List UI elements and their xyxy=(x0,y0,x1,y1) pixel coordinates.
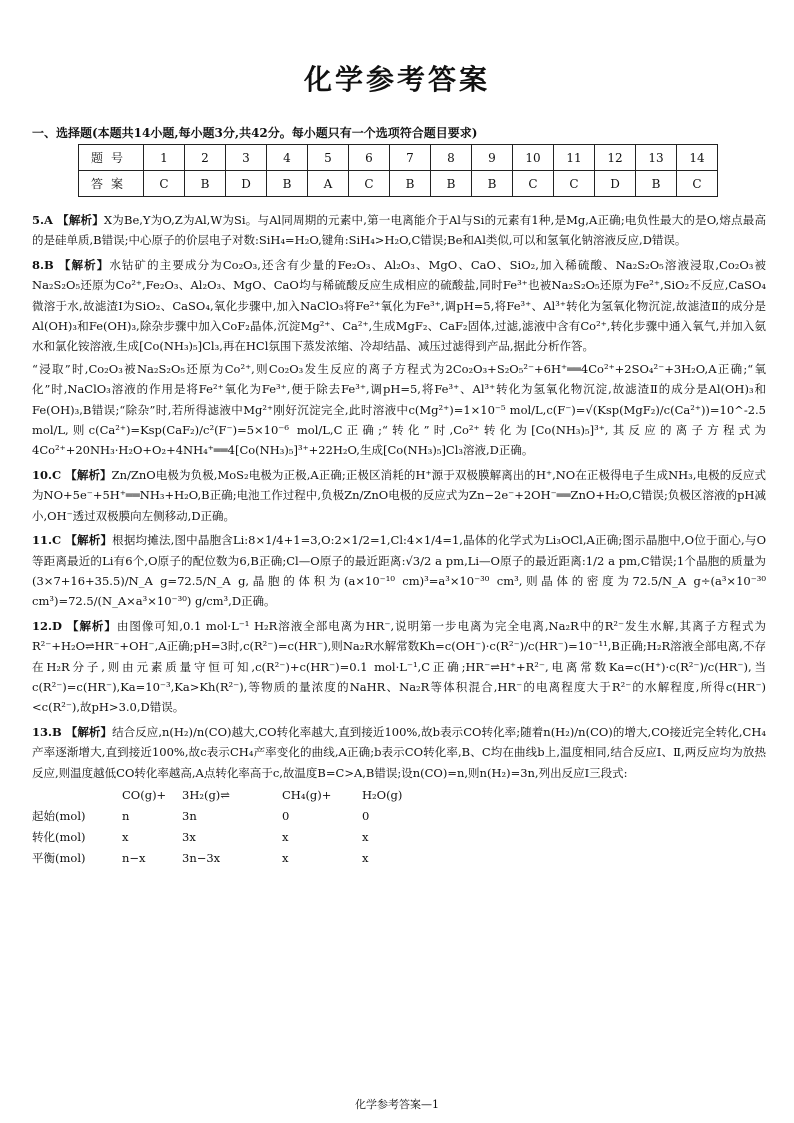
answer-cell: B xyxy=(472,171,513,197)
answer-cell: B xyxy=(390,171,431,197)
question-number-cell: 4 xyxy=(267,145,308,171)
three-stage-cell: 0 xyxy=(282,808,290,823)
solution-tag: 12.D 【解析】 xyxy=(32,618,117,633)
question-number-cell: 2 xyxy=(185,145,226,171)
answer-cell: C xyxy=(349,171,390,197)
solution-text: 由图像可知,0.1 mol·L⁻¹ H₂R溶液全部电离为HR⁻,说明第一步电离为完全电离,Na₂R中的R²⁻发生水解,其离子方程式为R²⁻+H₂O⇌HR⁻+OH⁻,A正确;pH=3时,c(R²⁻)=c(HR⁻),则Na₂R水解常数Kh=c(OH⁻)·c(R²⁻)/c(HR⁻)=10⁻¹¹,B正确;H₂R溶液全部电离,不存在H₂R分子,则由元素质量守恒可知,c(R²⁻)+c(HR⁻)=0.1 mol·L⁻¹,C正确;HR⁻⇌H⁺+R²⁻,电离常数Ka=c(H⁺)·c(R²⁻)/c(HR⁻),当c(R²⁻)=c(HR⁻),Ka=10⁻³,Ka>Kh(R²⁻),等物质的量浓度的NaHR、Na₂R等体积混合,HR⁻的电离程度大于R²⁻的水解程度,所得c(HR⁻)<c(R²⁻),故pH>3.0,D错误。 xyxy=(32,618,766,715)
solution-item xyxy=(32,530,766,612)
question-number-cell: 5 xyxy=(308,145,349,171)
three-stage-cell: n−x xyxy=(122,850,146,865)
three-stage-header-cell: 3H₂(g)⇌ xyxy=(182,787,230,802)
row-label-number: 题号 xyxy=(79,145,144,171)
question-number-cell: 13 xyxy=(636,145,677,171)
question-number-cell: 3 xyxy=(226,145,267,171)
answer-cell: B xyxy=(185,171,226,197)
three-stage-cell: x xyxy=(282,850,289,865)
three-stage-cell: 3n xyxy=(182,808,197,823)
three-stage-header-cell: H₂O(g) xyxy=(362,787,403,802)
answer-table-number-row xyxy=(79,145,718,171)
question-number-cell: 12 xyxy=(595,145,636,171)
answer-cell: B xyxy=(431,171,472,197)
three-stage-cell: x xyxy=(122,829,129,844)
solution-text: X为Be,Y为O,Z为Al,W为Si。与Al同周期的元素中,第一电离能介于Al与Si的元素有1种,是Mg,A正确;电负性最大的是O,熔点最高的是硅单质,B错误;中心原子的价层电子对数:SiH₄=H₂O,键角:SiH₄>H₂O,C错误;Be和Al类似,可以和氢氧化钠溶液反应,D错误。 xyxy=(32,213,766,248)
solution-tag: 11.C 【解析】 xyxy=(32,533,113,548)
three-stage-cell: n xyxy=(122,808,130,823)
answer-cell: D xyxy=(595,171,636,197)
three-stage-header-cell: CO(g)+ xyxy=(122,787,167,802)
solution-text: 水钴矿的主要成分为Co₂O₃,还含有少量的Fe₂O₃、Al₂O₃、MgO、CaO、SiO₂,加入稀硫酸、Na₂S₂O₅溶液浸取,Co₂O₃被Na₂S₂O₅还原为Co²⁺,Fe₂O₃、Al₂O₃、MgO、CaO均与稀硫酸反应生成相应的硫酸盐,同时Fe³⁺也被Na₂S₂O₅还原为Fe²⁺,SiO₂不反应,CaSO₄微溶于水,故滤渣Ⅰ为SiO₂、CaSO₄,氧化步骤中,加入NaClO₃将Fe²⁺氧化为Fe³⁺,调pH=5,将Fe³⁺、Al³⁺转化为氢氧化物沉淀,故滤渣Ⅱ的成分是Al(OH)₃和Fe(OH)₃,除杂步骤中加入CoF₂晶体,沉淀Mg²⁺、Ca²⁺,生成MgF₂、CaF₂固体,过滤,滤液中含有Co²⁺,转化步骤中通入氧气,并加入氨水和氯化铵溶液,生成[Co(NH₃)₅]Cl₃,再在HCl氛围下蒸发浓缩、冷却结晶、减压过滤得到产品,据此分析作答。 xyxy=(32,257,767,354)
answer-table xyxy=(78,144,718,197)
three-stage-cell: x xyxy=(282,829,289,844)
solution-item xyxy=(32,255,766,357)
page-footer: 化学参考答案—1 xyxy=(355,1098,439,1111)
answer-cell: C xyxy=(677,171,718,197)
answer-table-answer-row xyxy=(79,171,718,197)
question-number-cell: 8 xyxy=(431,145,472,171)
question-number-cell: 9 xyxy=(472,145,513,171)
solution-body xyxy=(32,210,766,869)
answer-cell: C xyxy=(144,171,185,197)
three-stage-cell: 平衡(mol) xyxy=(32,850,86,865)
solution-text: Zn/ZnO电极为负极,MoS₂电极为正极,A正确;正极区消耗的H⁺源于双极膜解离出的H⁺,NO在正极得电子生成NH₃,电极的反应式为NO+5e⁻+5H⁺══NH₃+H₂O,B正确;电池工作过程中,负极Zn/ZnO电极的反应式为Zn−2e⁻+2OH⁻══ZnO+H₂O,C错误;负极区溶液的pH减小,OH⁻透过双极膜向左侧移动,D正确。 xyxy=(32,467,766,523)
solution-tag: 8.B 【解析】 xyxy=(32,257,110,272)
question-number-cell: 6 xyxy=(349,145,390,171)
three-stage-cell: x xyxy=(362,850,369,865)
solution-tag: 13.B 【解析】 xyxy=(32,724,113,739)
solution-tag: 5.A 【解析】 xyxy=(32,213,104,227)
question-number-cell: 11 xyxy=(554,145,595,171)
answer-cell: C xyxy=(513,171,554,197)
solution-item xyxy=(32,359,766,461)
three-stage-cell: 转化(mol) xyxy=(32,829,86,844)
answer-cell: C xyxy=(554,171,595,197)
solution-text: “浸取”时,Co₂O₃被Na₂S₂O₅还原为Co²⁺,则Co₂O₃发生反应的离子方程式为2Co₂O₃+S₂O₅²⁻+6H⁺══4Co²⁺+2SO₄²⁻+3H₂O,A正确;“氧化”时,NaClO₃溶液的作用是将Fe²⁺氧化为Fe³⁺,便于除去Fe³⁺,调pH=5,将Fe³⁺、Al³⁺转化为氢氧化物沉淀,故滤渣Ⅱ的成分是Al(OH)₃和Fe(OH)₃,B错误;“除杂”时,若所得滤液中Mg²⁺刚好沉淀完全,此时溶液中c(Mg²⁺)=1×10⁻⁵ mol/L,c(F⁻)=√(Ksp(MgF₂)/c(Ca²⁺))=10^-2.5 mol/L,则c(Ca²⁺)=Ksp(CaF₂)/c²(F⁻)=5×10⁻⁶ mol/L,C正确;“转化”时,Co²⁺转化为[Co(NH₃)₅]³⁺,其反应的离子方程式为4Co²⁺+20NH₃·H₂O+O₂+4NH₄⁺══4[Co(NH₃)₅]³⁺+22H₂O,生成[Co(NH₃)₅]Cl₃溶液,D正确。 xyxy=(32,361,766,458)
solution-tag: 10.C 【解析】 xyxy=(32,467,112,482)
three-stage-table xyxy=(32,785,766,869)
question-number-cell: 14 xyxy=(677,145,718,171)
three-stage-cell: 3x xyxy=(182,829,196,844)
answer-cell: B xyxy=(267,171,308,197)
solution-item xyxy=(32,465,766,526)
answer-cell: A xyxy=(308,171,349,197)
question-number-cell: 10 xyxy=(513,145,554,171)
solution-text: 根据均摊法,图中晶胞含Li:8×1/4+1=3,O:2×1/2=1,Cl:4×1/4=1,晶体的化学式为Li₃OCl,A正确;图示晶胞中,O位于面心,与O等距离最近的Li有6个,O原子的配位数为6,B正确;Cl—O原子的最近距离:√3/2 a pm,Li—O原子的最近距离:1/2 a pm,C错误;1个晶胞的质量为(3×7+16+35.5)/N_A g=72.5/N_A g,晶胞的体积为(a×10⁻¹⁰ cm)³=a³×10⁻³⁰ cm³,则晶体的密度为72.5/N_A g÷(a³×10⁻³⁰ cm³)=72.5/(N_A×a³×10⁻³⁰) g/cm³,D正确。 xyxy=(32,533,767,609)
solution-item xyxy=(32,210,766,251)
solution-item xyxy=(32,616,766,718)
question-number-cell: 7 xyxy=(390,145,431,171)
three-stage-cell: 起始(mol) xyxy=(32,808,86,823)
section-heading: 一、选择题(本题共14小题,每小题3分,共42分。每小题只有一个选项符合题目要求) xyxy=(32,126,478,140)
three-stage-header-cell: CH₄(g)+ xyxy=(282,787,332,802)
three-stage-cell: x xyxy=(362,829,369,844)
three-stage-header-cell xyxy=(32,785,122,806)
three-stage-cell: 3n−3x xyxy=(182,850,221,865)
question-number-cell: 1 xyxy=(144,145,185,171)
answer-cell: B xyxy=(636,171,677,197)
answer-cell: D xyxy=(226,171,267,197)
solution-item xyxy=(32,722,766,783)
solution-text: 结合反应,n(H₂)/n(CO)越大,CO转化率越大,直到接近100%,故b表示CO转化率;随着n(H₂)/n(CO)的增大,CO接近完全转化,CH₄产率逐渐增大,直到接近100%,故c表示CH₄产率变化的曲线,A正确;b表示CO转化率,B、C均在曲线b上,温度相同,结合反应Ⅰ、Ⅱ,两反应均为放热反应,则温度越低CO转化率越高,A点转化率高于c,故温度B=C>A,B错误;设n(CO)=n,则n(H₂)=3n,列出反应Ⅰ三段式: xyxy=(32,724,766,780)
three-stage-cell: 0 xyxy=(362,808,370,823)
row-label-answer: 答案 xyxy=(79,171,144,197)
page-title: 化学参考答案 xyxy=(303,63,490,96)
